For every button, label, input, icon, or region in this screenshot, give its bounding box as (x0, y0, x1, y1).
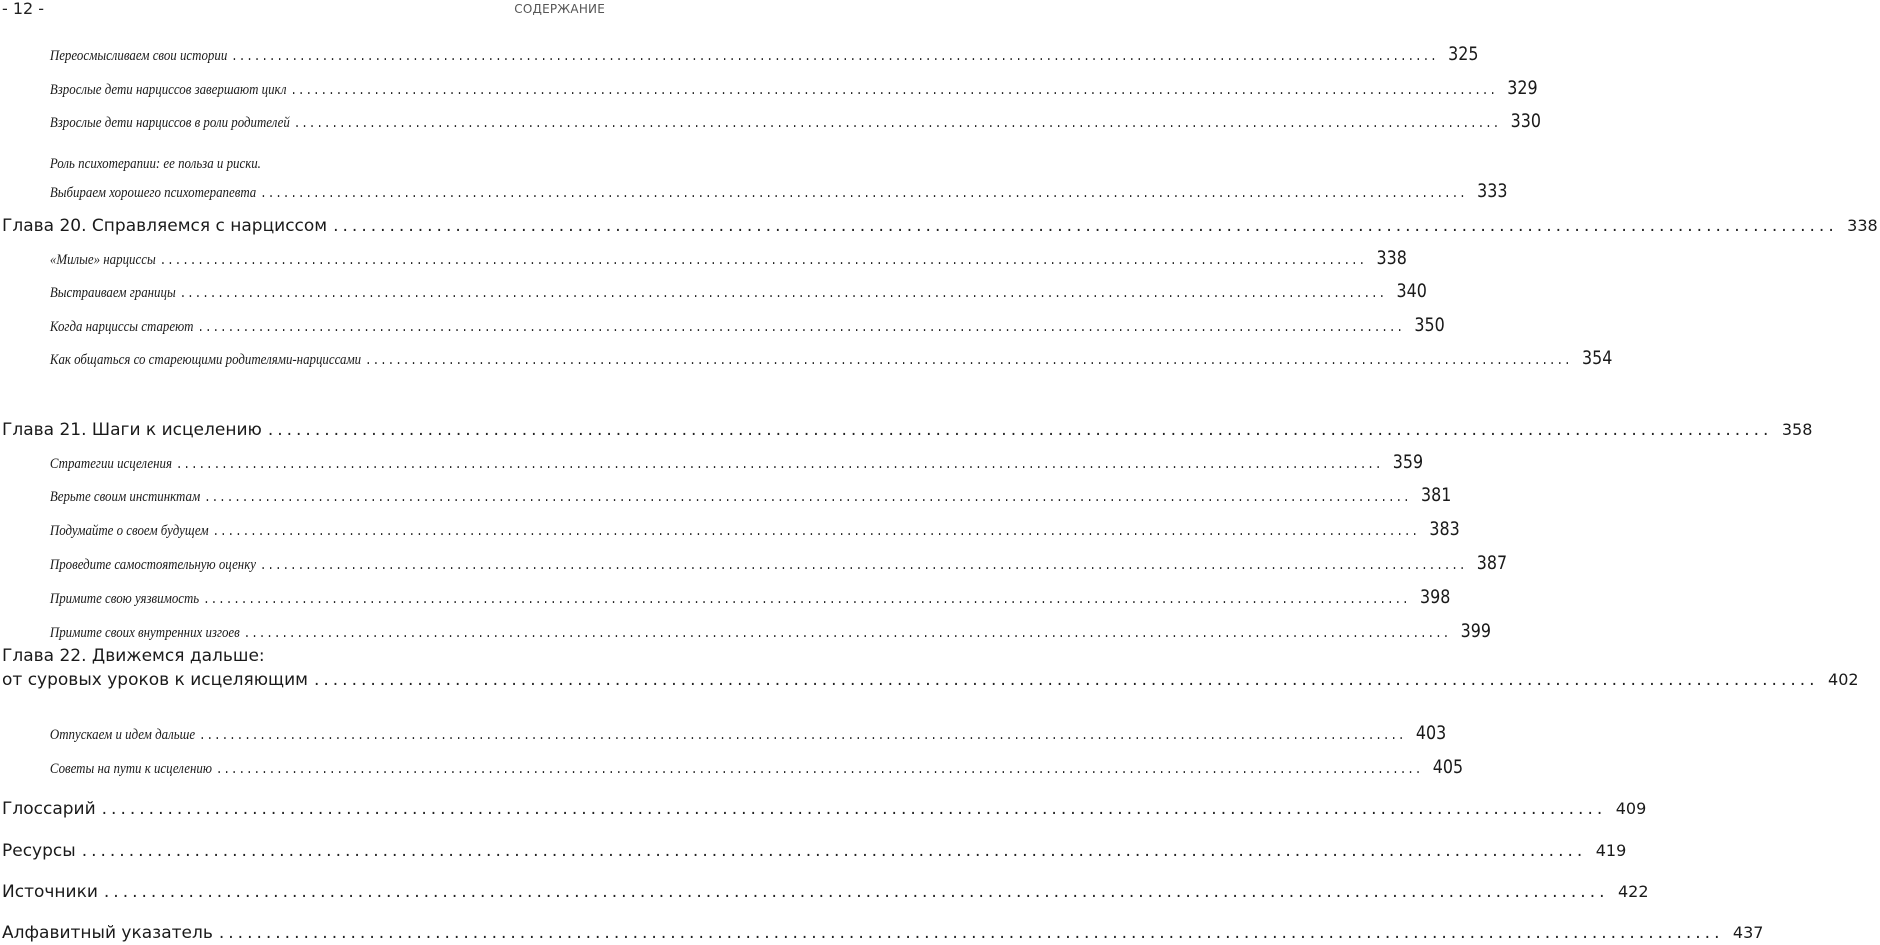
toc-entry-line (0, 44, 1479, 67)
toc-entry-title: Алфавитный указатель (2, 923, 213, 943)
toc-section-entry (0, 78, 1538, 101)
toc-entry-page-number: 422 (1617, 882, 1649, 901)
toc-section-entry (0, 281, 1427, 304)
dot-leader (82, 839, 1587, 863)
toc-entry-page-number: 403 (1415, 723, 1447, 744)
dot-leader (268, 418, 1773, 442)
toc-entry-line (0, 485, 1452, 508)
dot-leader (214, 519, 1420, 541)
toc-entry-page-number: 330 (1510, 111, 1542, 132)
toc-entry-title: Ресурсы (2, 841, 76, 861)
toc-entry-title: Как общаться со стареющими родителями-нарциссами (49, 352, 362, 368)
toc-entry-line (0, 78, 1538, 101)
toc-section-entry (0, 452, 1424, 475)
toc-entry-page-number: 329 (1507, 78, 1538, 99)
toc-entry-line (0, 797, 1647, 821)
toc-entry-line (0, 668, 1859, 692)
toc-entry-title: Выстраиваем границы (49, 285, 176, 301)
toc-chapter-entry (0, 418, 1813, 442)
toc-entry-title: Взрослые дети нарциссов в роли родителей (49, 115, 290, 131)
toc-entry-line (0, 452, 1424, 475)
toc-entry-line (0, 921, 1764, 945)
toc-entry-title: Глава 20. Справляемся с нарциссом (2, 216, 328, 236)
toc-entry-line (0, 553, 1508, 576)
dot-leader (261, 553, 1467, 575)
toc-entry-page-number: 354 (1581, 348, 1613, 369)
toc-section-entry (0, 150, 1508, 207)
toc-entry-page-number: 387 (1476, 553, 1508, 574)
toc-entry-page-number: 338 (1847, 216, 1878, 235)
toc-section-entry (0, 553, 1508, 576)
dot-leader (261, 178, 1467, 206)
toc-entry-line (0, 315, 1445, 338)
toc-entry-line (0, 723, 1447, 746)
toc-entry-page-number: 419 (1595, 841, 1627, 860)
toc-chapter-entry (0, 921, 1764, 945)
dot-leader (205, 485, 1411, 507)
dot-leader (161, 248, 1367, 270)
page-number: - 12 - (2, 0, 45, 18)
toc-entry-title: «Милые» нарциссы (49, 252, 156, 268)
toc-entry-page-number: 325 (1448, 44, 1479, 65)
toc-section-entry (0, 621, 1491, 644)
toc-entry-line (0, 111, 1542, 134)
toc-entry-page-number: 338 (1376, 248, 1407, 269)
toc-section-entry (0, 315, 1445, 338)
toc-entry-title: Глава 21. Шаги к исцелению (2, 420, 262, 440)
toc-section-entry (0, 757, 1464, 780)
toc-entry-line (0, 348, 1613, 371)
toc-entry-line (0, 839, 1627, 863)
toc-entry-title: Примите своих внутренних изгоев (49, 625, 240, 641)
toc-entry-line (0, 621, 1491, 644)
toc-entry-page-number: 409 (1615, 799, 1647, 818)
toc-entry-page-number: 398 (1420, 587, 1451, 608)
toc-entry-title: Советы на пути к исцелению (49, 761, 212, 777)
toc-entry-line (0, 880, 1649, 904)
toc-chapter-entry (0, 880, 1649, 904)
dot-leader (181, 281, 1387, 303)
dot-leader (104, 880, 1609, 904)
toc-section-entry (0, 248, 1407, 271)
toc-entry-title: Примите свою уязвимость (49, 591, 200, 607)
toc-entry-line (0, 587, 1451, 610)
toc-entry-title: Выбираем хорошего психотерапевта (49, 185, 257, 201)
toc-entry-title-line1 (0, 150, 657, 178)
toc-chapter-entry (0, 839, 1627, 863)
dot-leader (245, 621, 1451, 643)
toc-entry-line (0, 519, 1460, 542)
dot-leader (199, 315, 1405, 337)
toc-entry-page-number: 437 (1732, 923, 1764, 942)
dot-leader (200, 723, 1406, 745)
dot-leader (217, 757, 1423, 779)
toc-entry-page-number: 381 (1421, 485, 1452, 506)
toc-entry-line (0, 281, 1427, 304)
toc-entry-title-first-line: Глава 22. Движемся дальше: (2, 646, 265, 666)
toc-entry-line (0, 214, 1878, 238)
toc-chapter-entry (0, 644, 1859, 692)
dot-leader (292, 78, 1498, 100)
toc-section-entry (0, 485, 1452, 508)
toc-entry-title: Подумайте о своем будущем (49, 523, 209, 539)
toc-entry-title: Источники (2, 882, 98, 902)
toc-entry-title: Взрослые дети нарциссов завершают цикл (49, 82, 287, 98)
toc-entry-title-line1 (0, 644, 607, 668)
running-head: СОДЕРЖАНИЕ (514, 2, 605, 16)
toc-entry-page-number: 383 (1429, 519, 1460, 540)
toc-entry-page-number: 333 (1477, 181, 1508, 202)
toc-entry-title: Верьте своим инстинктам (49, 489, 201, 505)
dot-leader (204, 587, 1410, 609)
toc-entry-title-first-line: Роль психотерапии: ее польза и риски. (49, 156, 261, 172)
toc-entry-title: Стратегии исцеления (49, 456, 172, 472)
toc-entry-page-number: 350 (1414, 315, 1445, 336)
toc-entry-page-number: 402 (1828, 670, 1859, 689)
toc-entry-line (0, 248, 1407, 271)
dot-leader (219, 921, 1724, 945)
toc-section-entry (0, 111, 1542, 134)
dot-leader (314, 668, 1819, 692)
toc-entry-title: Отпускаем и идем дальше (49, 727, 196, 743)
toc-section-entry (0, 44, 1479, 67)
dot-leader (102, 797, 1607, 821)
toc-entry-title: Глоссарий (2, 799, 96, 819)
dot-leader (177, 452, 1383, 474)
toc-chapter-entry (0, 797, 1647, 821)
dot-leader (333, 214, 1838, 238)
dot-leader (366, 348, 1572, 370)
toc-section-entry (0, 587, 1451, 610)
toc-entry-line (0, 757, 1464, 780)
toc-entry-line (0, 418, 1813, 442)
toc-entry-title: Проведите самостоятельную оценку (49, 557, 256, 573)
toc-entry-page-number: 340 (1396, 281, 1427, 302)
toc-entry-page-number: 359 (1392, 452, 1424, 473)
toc-section-entry (0, 519, 1460, 542)
toc-entry-title: Когда нарциссы стареют (49, 319, 194, 335)
dot-leader (295, 111, 1501, 133)
dot-leader (232, 44, 1438, 66)
toc-entry-page-number: 399 (1460, 621, 1491, 642)
toc-entry-page-number: 358 (1781, 420, 1813, 439)
toc-entry-title: от суровых уроков к исцеляющим (2, 670, 308, 690)
toc-chapter-entry (0, 214, 1878, 238)
toc-entry-line (0, 178, 1508, 207)
toc-section-entry (0, 723, 1447, 746)
toc-entry-title: Переосмысливаем свои истории (49, 48, 228, 64)
toc-section-entry (0, 348, 1613, 371)
page-header (0, 0, 607, 22)
toc-entry-page-number: 405 (1432, 757, 1464, 778)
